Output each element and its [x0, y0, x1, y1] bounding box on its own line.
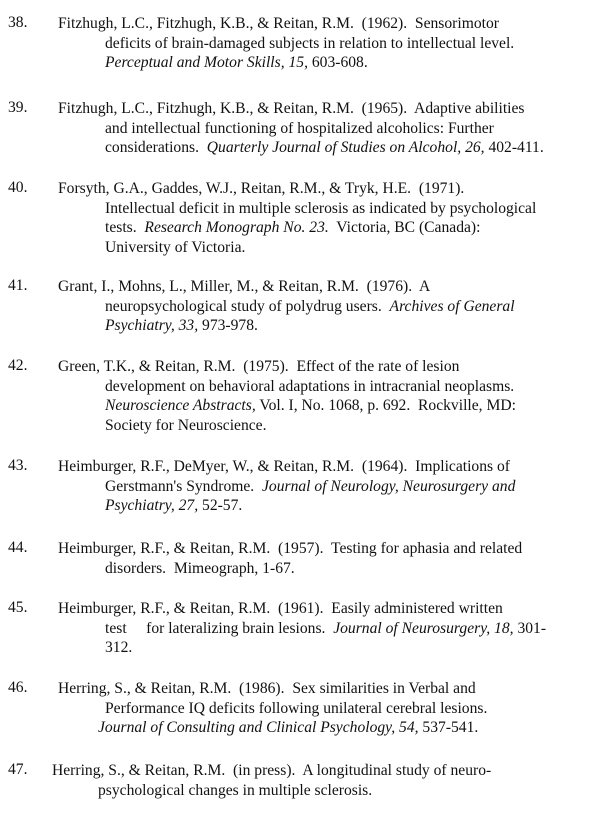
reference-number: 45. [8, 599, 28, 616]
reference-line: Heimburger, R.F., & Reitan, R.M. (1961). Easily administered written [58, 600, 503, 617]
reference-line: University of Victoria. [105, 238, 246, 256]
italic-title: Psychiatry, 33, [105, 317, 199, 334]
italic-title: Journal of Neurology, Neurosurgery and [262, 477, 516, 495]
reference-line: considerations. Quarterly Journal of Studies on Alcohol, 26, 402-411. [105, 139, 544, 156]
italic-title: Journal of Consulting and Clinical Psychology, 54, [98, 719, 419, 736]
reference-number: 44. [8, 539, 28, 556]
italic-title: Archives of General [389, 297, 515, 315]
reference-line: and intellectual functioning of hospitalized alcoholics: Further [105, 119, 494, 137]
reference-line: Gerstmann's Syndrome. Journal of Neurology, Neurosurgery and [105, 477, 516, 495]
reference-line: Journal of Consulting and Clinical Psychology, 54, 537-541. [98, 719, 479, 736]
reference-number: 39. [8, 99, 28, 116]
reference-number: 46. [8, 679, 28, 696]
reference-number: 40. [8, 179, 28, 196]
reference-line: disorders. Mimeograph, 1-67. [105, 559, 295, 577]
reference-line: deficits of brain-damaged subjects in relation to intellectual level. [105, 34, 515, 52]
italic-title: Journal of Neurosurgery, 18, [333, 619, 514, 637]
reference-line: Heimburger, R.F., DeMyer, W., & Reitan, R.M. (1964). Implications of [58, 458, 510, 475]
reference-line: Green, T.K., & Reitan, R.M. (1975). Effect of the rate of lesion [58, 358, 460, 375]
reference-line: Neuroscience Abstracts, Vol. I, No. 1068, p. 692. Rockville, MD: [105, 397, 516, 414]
reference-line: test for lateralizing brain lesions. Journal of Neurosurgery, 18, 301- [105, 619, 547, 637]
italic-title: Quarterly Journal of Studies on Alcohol, 26, [206, 139, 485, 156]
reference-number: 47. [8, 761, 28, 778]
reference-line: tests. Research Monograph No. 23. Victoria, BC (Canada): [105, 219, 481, 236]
reference-line: Fitzhugh, L.C., Fitzhugh, K.B., & Reitan, R.M. (1962). Sensorimotor [58, 15, 499, 32]
italic-title: Neuroscience Abstracts, [105, 397, 256, 414]
reference-number: 42. [8, 357, 28, 374]
reference-number: 38. [8, 14, 28, 31]
reference-line: development on behavioral adaptations in intracranial neoplasms. [105, 377, 515, 395]
reference-line: Herring, S., & Reitan, R.M. (1986). Sex similarities in Verbal and [58, 680, 476, 697]
reference-line: Psychiatry, 27, 52-57. [105, 497, 243, 514]
reference-line: Performance IQ deficits following unilateral cerebral lesions. [105, 699, 488, 717]
reference-line: neuropsychological study of polydrug users. Archives of General [105, 297, 515, 315]
reference-line: Intellectual deficit in multiple sclerosis as indicated by psychological [105, 199, 537, 217]
italic-title: Perceptual and Motor Skills, 15, [105, 54, 308, 71]
reference-line: Fitzhugh, L.C., Fitzhugh, K.B., & Reitan, R.M. (1965). Adaptive abilities [58, 100, 525, 117]
reference-line: Grant, I., Mohns, L., Miller, M., & Reitan, R.M. (1976). A [58, 278, 431, 295]
reference-line: Forsyth, G.A., Gaddes, W.J., Reitan, R.M., & Tryk, H.E. (1971). [58, 180, 465, 197]
reference-line: Heimburger, R.F., & Reitan, R.M. (1957). Testing for aphasia and related [58, 540, 523, 557]
reference-line: Psychiatry, 33, 973-978. [105, 317, 258, 334]
reference-line: 312. [105, 639, 133, 656]
italic-title: Research Monograph No. 23. [144, 219, 329, 236]
reference-number: 41. [8, 277, 28, 294]
reference-line: Society for Neuroscience. [105, 416, 267, 434]
reference-line: psychological changes in multiple sclerosis. [98, 781, 373, 799]
reference-number: 43. [8, 457, 28, 474]
reference-line: Herring, S., & Reitan, R.M. (in press). A longitudinal study of neuro- [52, 762, 492, 779]
italic-title: Psychiatry, 27, [105, 497, 199, 514]
reference-line: Perceptual and Motor Skills, 15, 603-608. [105, 54, 368, 71]
